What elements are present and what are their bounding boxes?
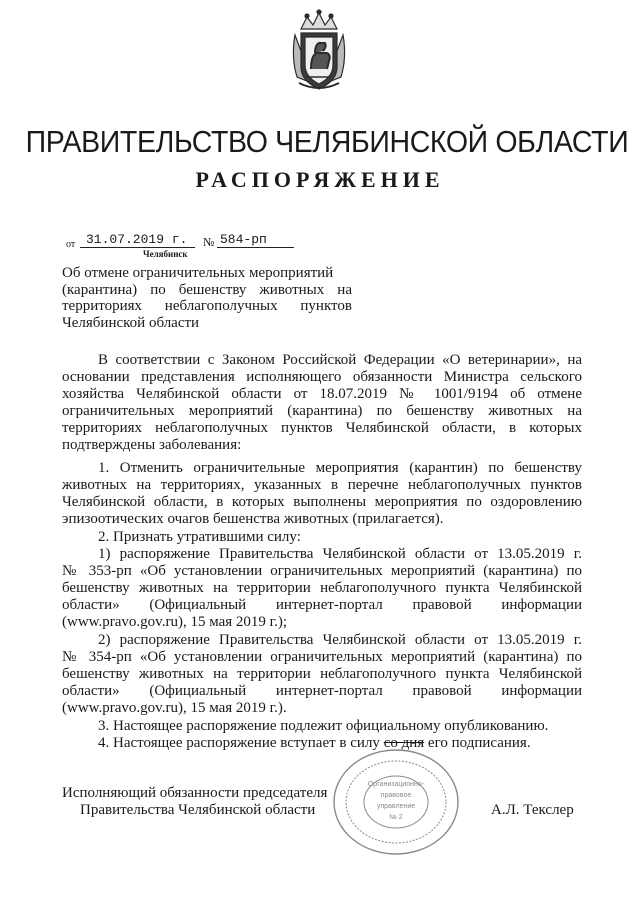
body-line: № 353-рп «Об установлении ограничительных мероприятий (карантина) по xyxy=(62,563,582,579)
body-line: области» (Официальный интернет-портал правовой информации xyxy=(62,597,582,613)
subject-line: территориях неблагополучных пунктов xyxy=(62,298,352,315)
date-underline xyxy=(80,246,195,248)
struck-text: со дня xyxy=(383,735,425,751)
stamp-text-line: правовое xyxy=(380,792,412,799)
subject-line: Челябинской области xyxy=(62,314,200,331)
stamp-text-line: управление xyxy=(376,803,416,810)
document-type: РАСПОРЯЖЕНИЕ xyxy=(195,167,445,192)
body-line: Челябинской области, в которых выполнены мероприятия по оздоровлению xyxy=(62,494,582,510)
body-line: территориях неблагополучных пунктов Челябинской области, в которых xyxy=(62,420,582,436)
government-title: ПРАВИТЕЛЬСТВО ЧЕЛЯБИНСКОЙ ОБЛАСТИ xyxy=(25,124,629,159)
official-stamp xyxy=(322,744,470,864)
body-line: подтверждены заболевания: xyxy=(62,437,242,453)
signatory-position-line2: Правительства Челябинской области xyxy=(80,802,316,818)
document-city: Челябинск xyxy=(143,249,188,259)
body-line: бешенству животных на территории неблагополучного пункта Челябинской xyxy=(62,580,582,596)
final-sentence-tail: его подписания. xyxy=(427,735,531,751)
body-line: эпизоотических очагов бешенства животных (прилагается). xyxy=(62,511,444,527)
body-line: хозяйства Челябинской области от 18.07.2019 № 1001/9194 об отмене xyxy=(62,386,582,402)
body-line: 2. Признать утратившими силу: xyxy=(98,529,301,545)
body-line: № 354-рп «Об установлении ограничительных мероприятий (карантина) по xyxy=(62,649,582,665)
document-number: 584-рп xyxy=(220,232,267,247)
body-line: 1. Отменить ограничительные мероприятия (карантин) по бешенству xyxy=(98,460,582,476)
signatory-name: А.Л. Текслер xyxy=(491,802,574,818)
document-date: 31.07.2019 г. xyxy=(86,232,188,247)
stamp-text-line: № 2 xyxy=(389,814,403,821)
subject-line: (карантина) по бешенству животных на xyxy=(62,281,352,298)
body-line: (www.pravo.gov.ru), 15 мая 2019 г.). xyxy=(62,700,287,716)
coat-of-arms-emblem xyxy=(287,7,351,95)
subject-line: Об отмене ограничительных мероприятий xyxy=(62,265,334,281)
signatory-position-line1: Исполняющий обязанности председателя xyxy=(62,785,328,801)
body-line: 1) распоряжение Правительства Челябинской области от 13.05.2019 г. xyxy=(98,546,582,562)
body-line: 2) распоряжение Правительства Челябинской области от 13.05.2019 г. xyxy=(98,632,582,648)
number-underline xyxy=(217,246,294,248)
number-prefix: № xyxy=(203,235,215,249)
final-sentence: 4. Настоящее распоряжение вступает в силу xyxy=(98,735,380,751)
document-subject xyxy=(62,265,352,331)
body-line: животных на территориях, указанных в перечне неблагополучных пунктов xyxy=(62,477,582,493)
body-line: ограничительных мероприятий (карантина) по бешенству животных на xyxy=(62,403,582,419)
body-line: 3. Настоящее распоряжение подлежит официальному опубликованию. xyxy=(98,718,549,734)
stamp-text-line: Организационно- xyxy=(367,781,425,788)
body-line: области» (Официальный интернет-портал правовой информации xyxy=(62,683,582,699)
body-line: (www.pravo.gov.ru), 15 мая 2019 г.); xyxy=(62,614,288,630)
body-line: бешенству животных на территории неблагополучного пункта Челябинской xyxy=(62,666,582,682)
date-prefix: от xyxy=(66,239,76,250)
body-line: В соответствии с Законом Российской Федерации «О ветеринарии», на xyxy=(98,352,582,368)
body-line: основании представления исполняющего обязанности Министра сельского xyxy=(62,369,582,385)
